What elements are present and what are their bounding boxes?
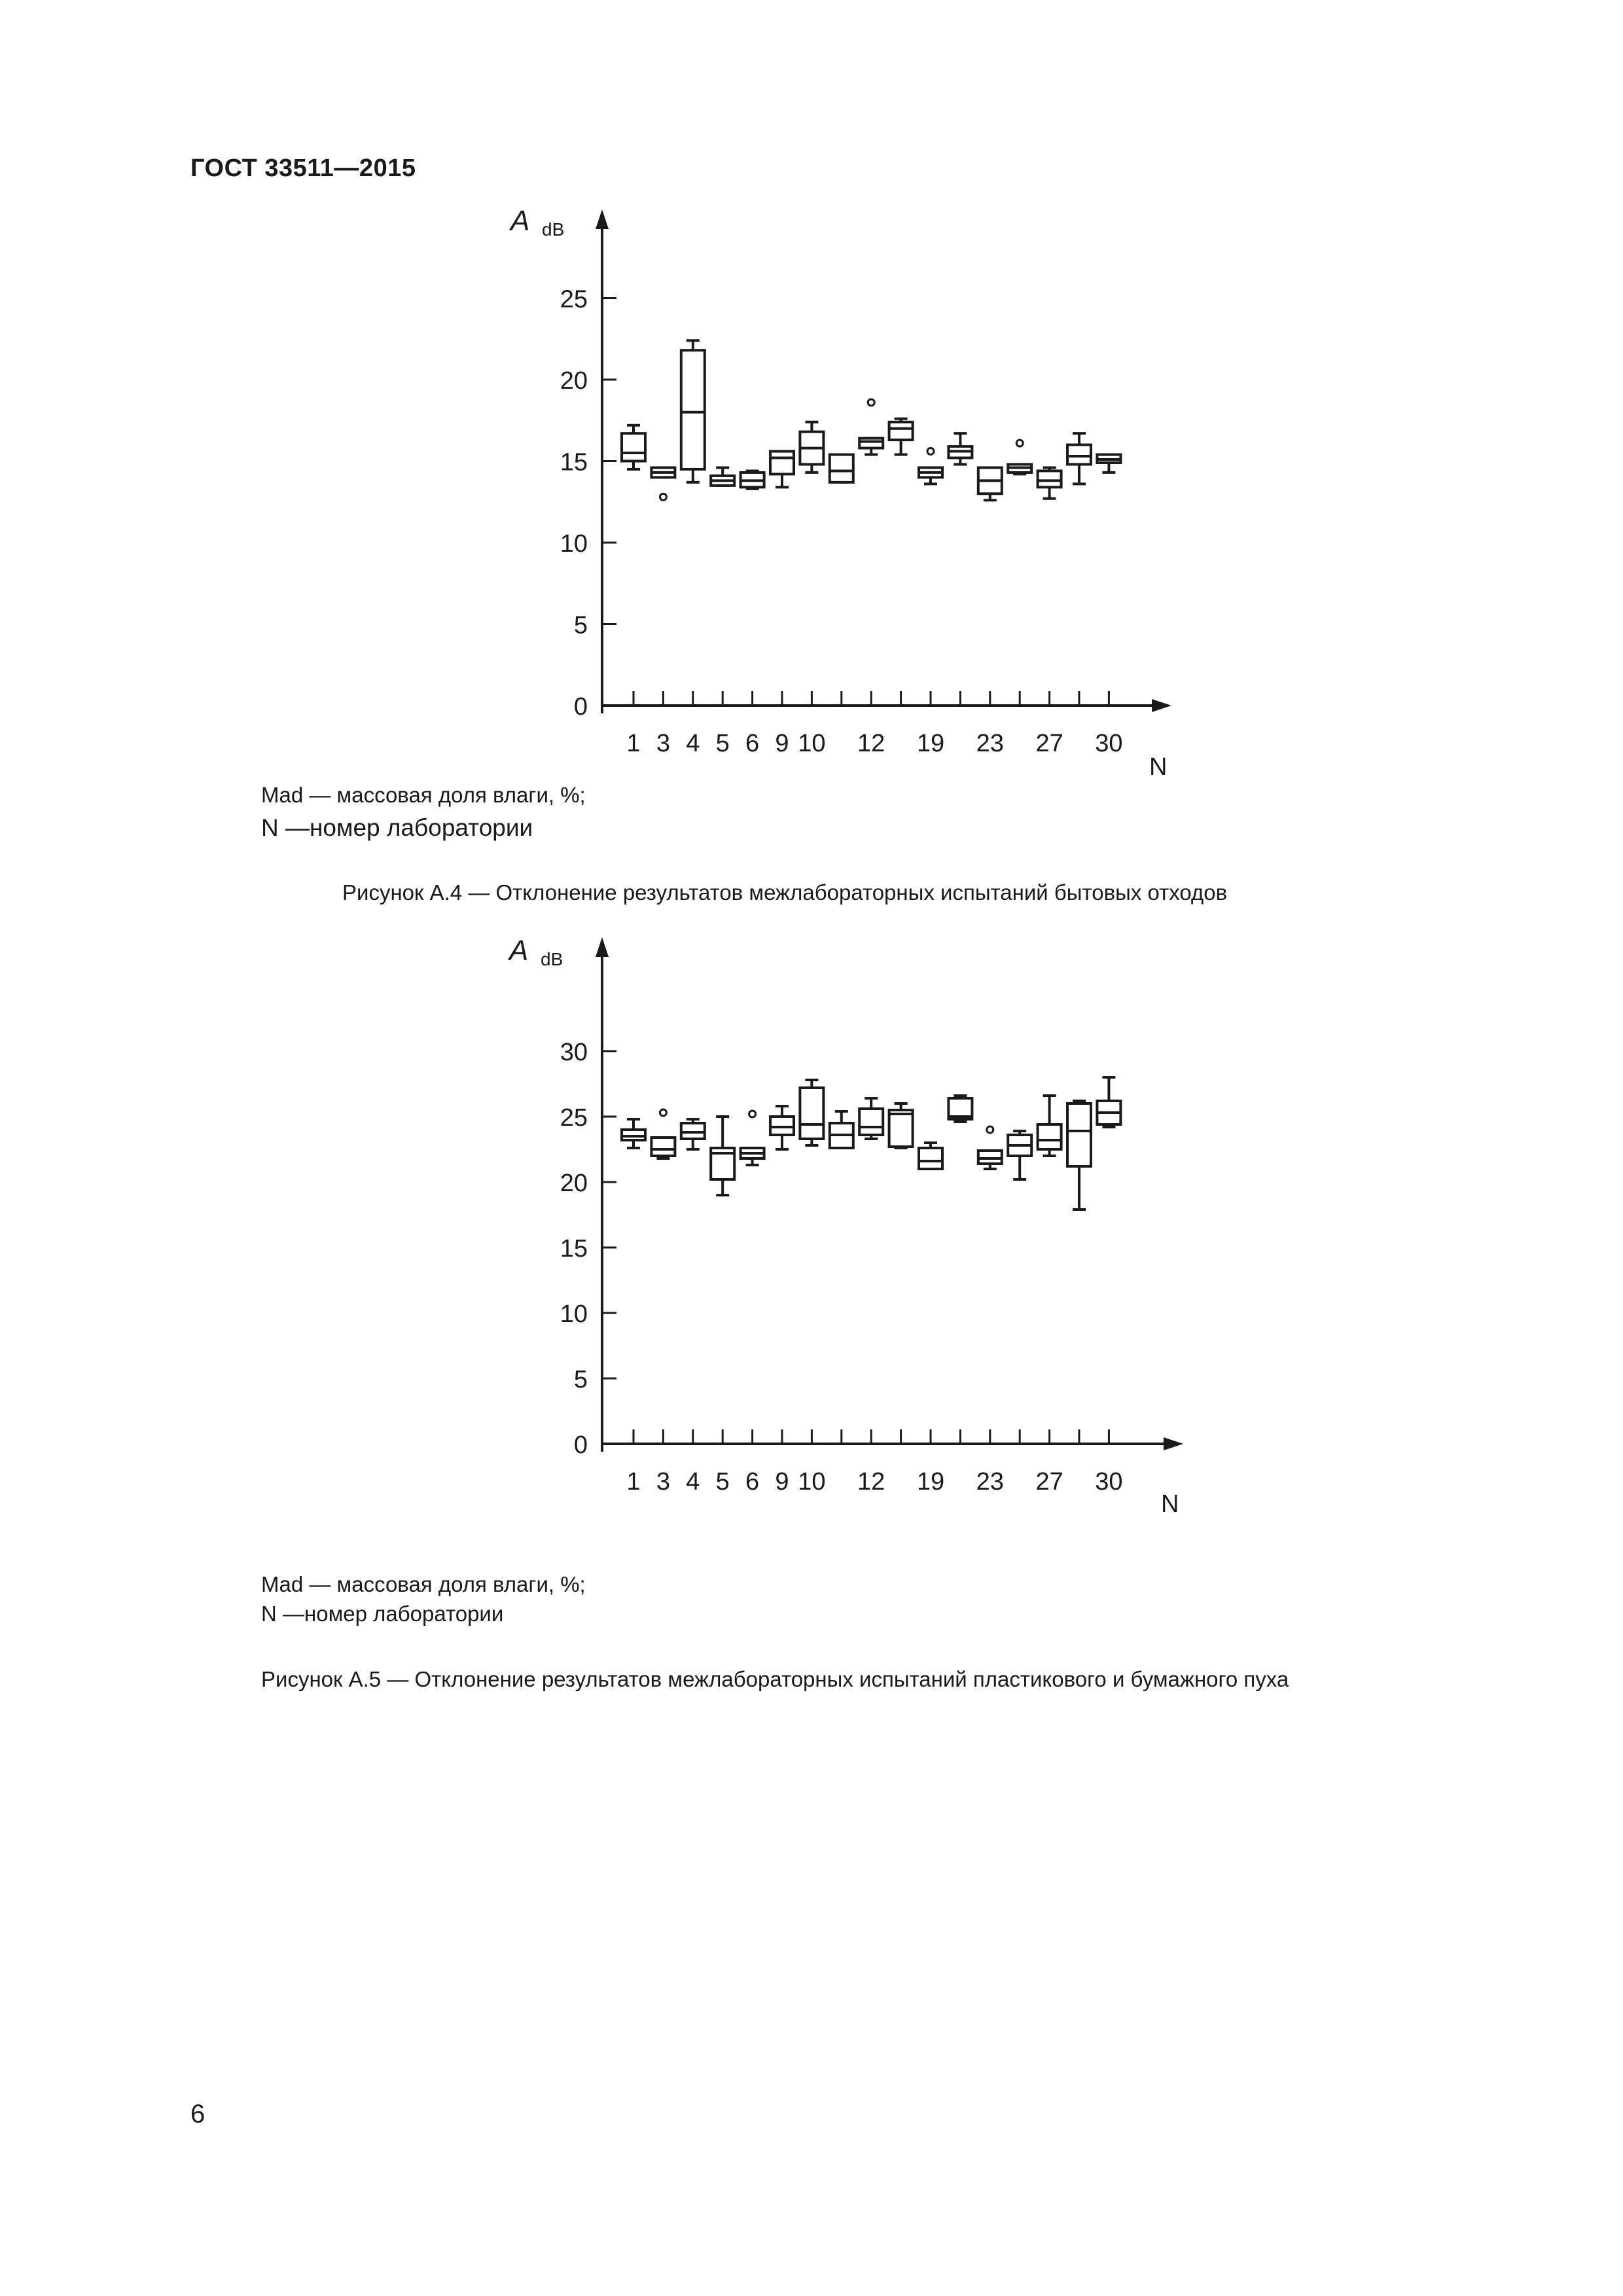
box-plot-item: [651, 1109, 675, 1158]
y-tick-label: 10: [560, 1300, 588, 1328]
x-tick-label: 1: [626, 1468, 641, 1496]
y-axis-label-sub-a5: dB: [541, 949, 563, 969]
y-tick-label: 20: [560, 367, 588, 395]
y-axis-label-sub-a4: dB: [542, 219, 565, 240]
box-plot-item: [741, 1111, 764, 1165]
x-tick-label: 5: [715, 730, 730, 757]
y-tick-label: 15: [560, 1235, 588, 1263]
x-tick-label: 10: [798, 1468, 826, 1496]
x-tick-label: 27: [1035, 1468, 1063, 1496]
box: [1038, 1124, 1061, 1149]
y-tick-label: 25: [560, 1104, 588, 1132]
x-tick-label: 9: [775, 1468, 789, 1496]
x-tick-label: 27: [1035, 730, 1063, 757]
x-tick-label: 10: [798, 730, 826, 757]
x-tick-label: 4: [686, 1468, 700, 1496]
y-tick-label: 5: [573, 611, 588, 639]
box-plot-item: [770, 1106, 794, 1149]
x-axis-label-a5: N: [1161, 1490, 1179, 1518]
y-tick-label: 20: [560, 1170, 588, 1197]
box: [859, 1109, 883, 1135]
x-ticks-a5: [626, 1429, 1122, 1496]
y-tick-label: 30: [560, 1039, 588, 1066]
x-tick-label: 4: [686, 730, 700, 757]
x-tick-label: 12: [857, 1468, 885, 1496]
box-plot-item: [978, 1126, 1002, 1169]
box: [889, 1110, 913, 1147]
document-header: ГОСТ 33511—2015: [190, 154, 416, 182]
x-tick-label: 3: [656, 1468, 670, 1496]
box-plot-item: [889, 1103, 913, 1148]
x-tick-label: 6: [745, 730, 760, 757]
legend-line-n-a4: N —номер лаборатории: [261, 814, 533, 841]
x-axis-label-a4: N: [1149, 753, 1168, 781]
legend-line-mad-a4: Mad — массовая доля влаги, %;: [261, 783, 586, 807]
x-tick-label: 19: [916, 1468, 945, 1496]
x-tick-label: 3: [656, 730, 670, 757]
x-tick-label: 23: [976, 1468, 1004, 1496]
y-axis-label-a5: A: [509, 935, 529, 967]
box: [651, 1138, 675, 1156]
page-number: 6: [190, 2100, 205, 2128]
outlier-point: [987, 1126, 993, 1133]
box: [800, 1088, 823, 1139]
x-tick-label: 12: [857, 730, 885, 757]
legend-line-n-a5: N —номер лаборатории: [261, 1602, 504, 1626]
x-tick-label: 6: [745, 1468, 760, 1496]
x-tick-label: 23: [976, 730, 1004, 757]
box-plot-item: [681, 1119, 705, 1149]
box-plot-item: [711, 1117, 734, 1195]
box-plot-item: [1067, 1101, 1091, 1210]
y-tick-label: 10: [560, 530, 588, 558]
x-axis-arrow: [1164, 1437, 1183, 1450]
y-tick-label: 0: [573, 693, 588, 721]
box-plot-item: [830, 1111, 853, 1148]
box-plot-item: [1008, 1131, 1031, 1179]
y-tick-label: 5: [573, 1366, 588, 1393]
box-plot-item: [800, 1080, 823, 1145]
y-ticks-a5: [560, 1039, 616, 1459]
x-tick-label: 30: [1095, 730, 1123, 757]
y-tick-label: 0: [573, 1431, 588, 1459]
x-tick-label: 9: [775, 730, 789, 757]
y-tick-label: 25: [560, 285, 588, 314]
x-tick-label: 30: [1095, 1468, 1123, 1496]
outlier-point: [749, 1111, 756, 1117]
box-plot-item: [948, 1096, 972, 1122]
legend-line-mad-a5: Mad — массовая доля влаги, %;: [261, 1572, 586, 1596]
box-plot-item: [1038, 1096, 1061, 1156]
y-axis-label-a4: A: [510, 205, 530, 237]
figure-caption-a5: Рисунок А.5 — Отклонение результатов межлабораторных испытаний пластикового и бумажного пуха: [261, 1667, 1289, 1691]
box-plot-item: [622, 1119, 645, 1148]
box: [1067, 1103, 1091, 1166]
y-tick-label: 15: [560, 448, 588, 476]
outlier-point: [660, 1109, 666, 1116]
x-tick-label: 19: [916, 730, 945, 757]
box-plot-item: [859, 1098, 883, 1139]
figure-caption-a4: Рисунок А.4 — Отклонение результатов межлабораторных испытаний бытовых отходов: [342, 880, 1228, 905]
box: [919, 1148, 942, 1169]
x-tick-label: 1: [626, 730, 641, 757]
y-axis-arrow: [596, 937, 609, 957]
box-plot-item: [1097, 1077, 1120, 1127]
boxes-a5: [622, 1077, 1120, 1210]
x-tick-label: 5: [715, 1468, 730, 1496]
box-plot-item: [919, 1143, 942, 1169]
